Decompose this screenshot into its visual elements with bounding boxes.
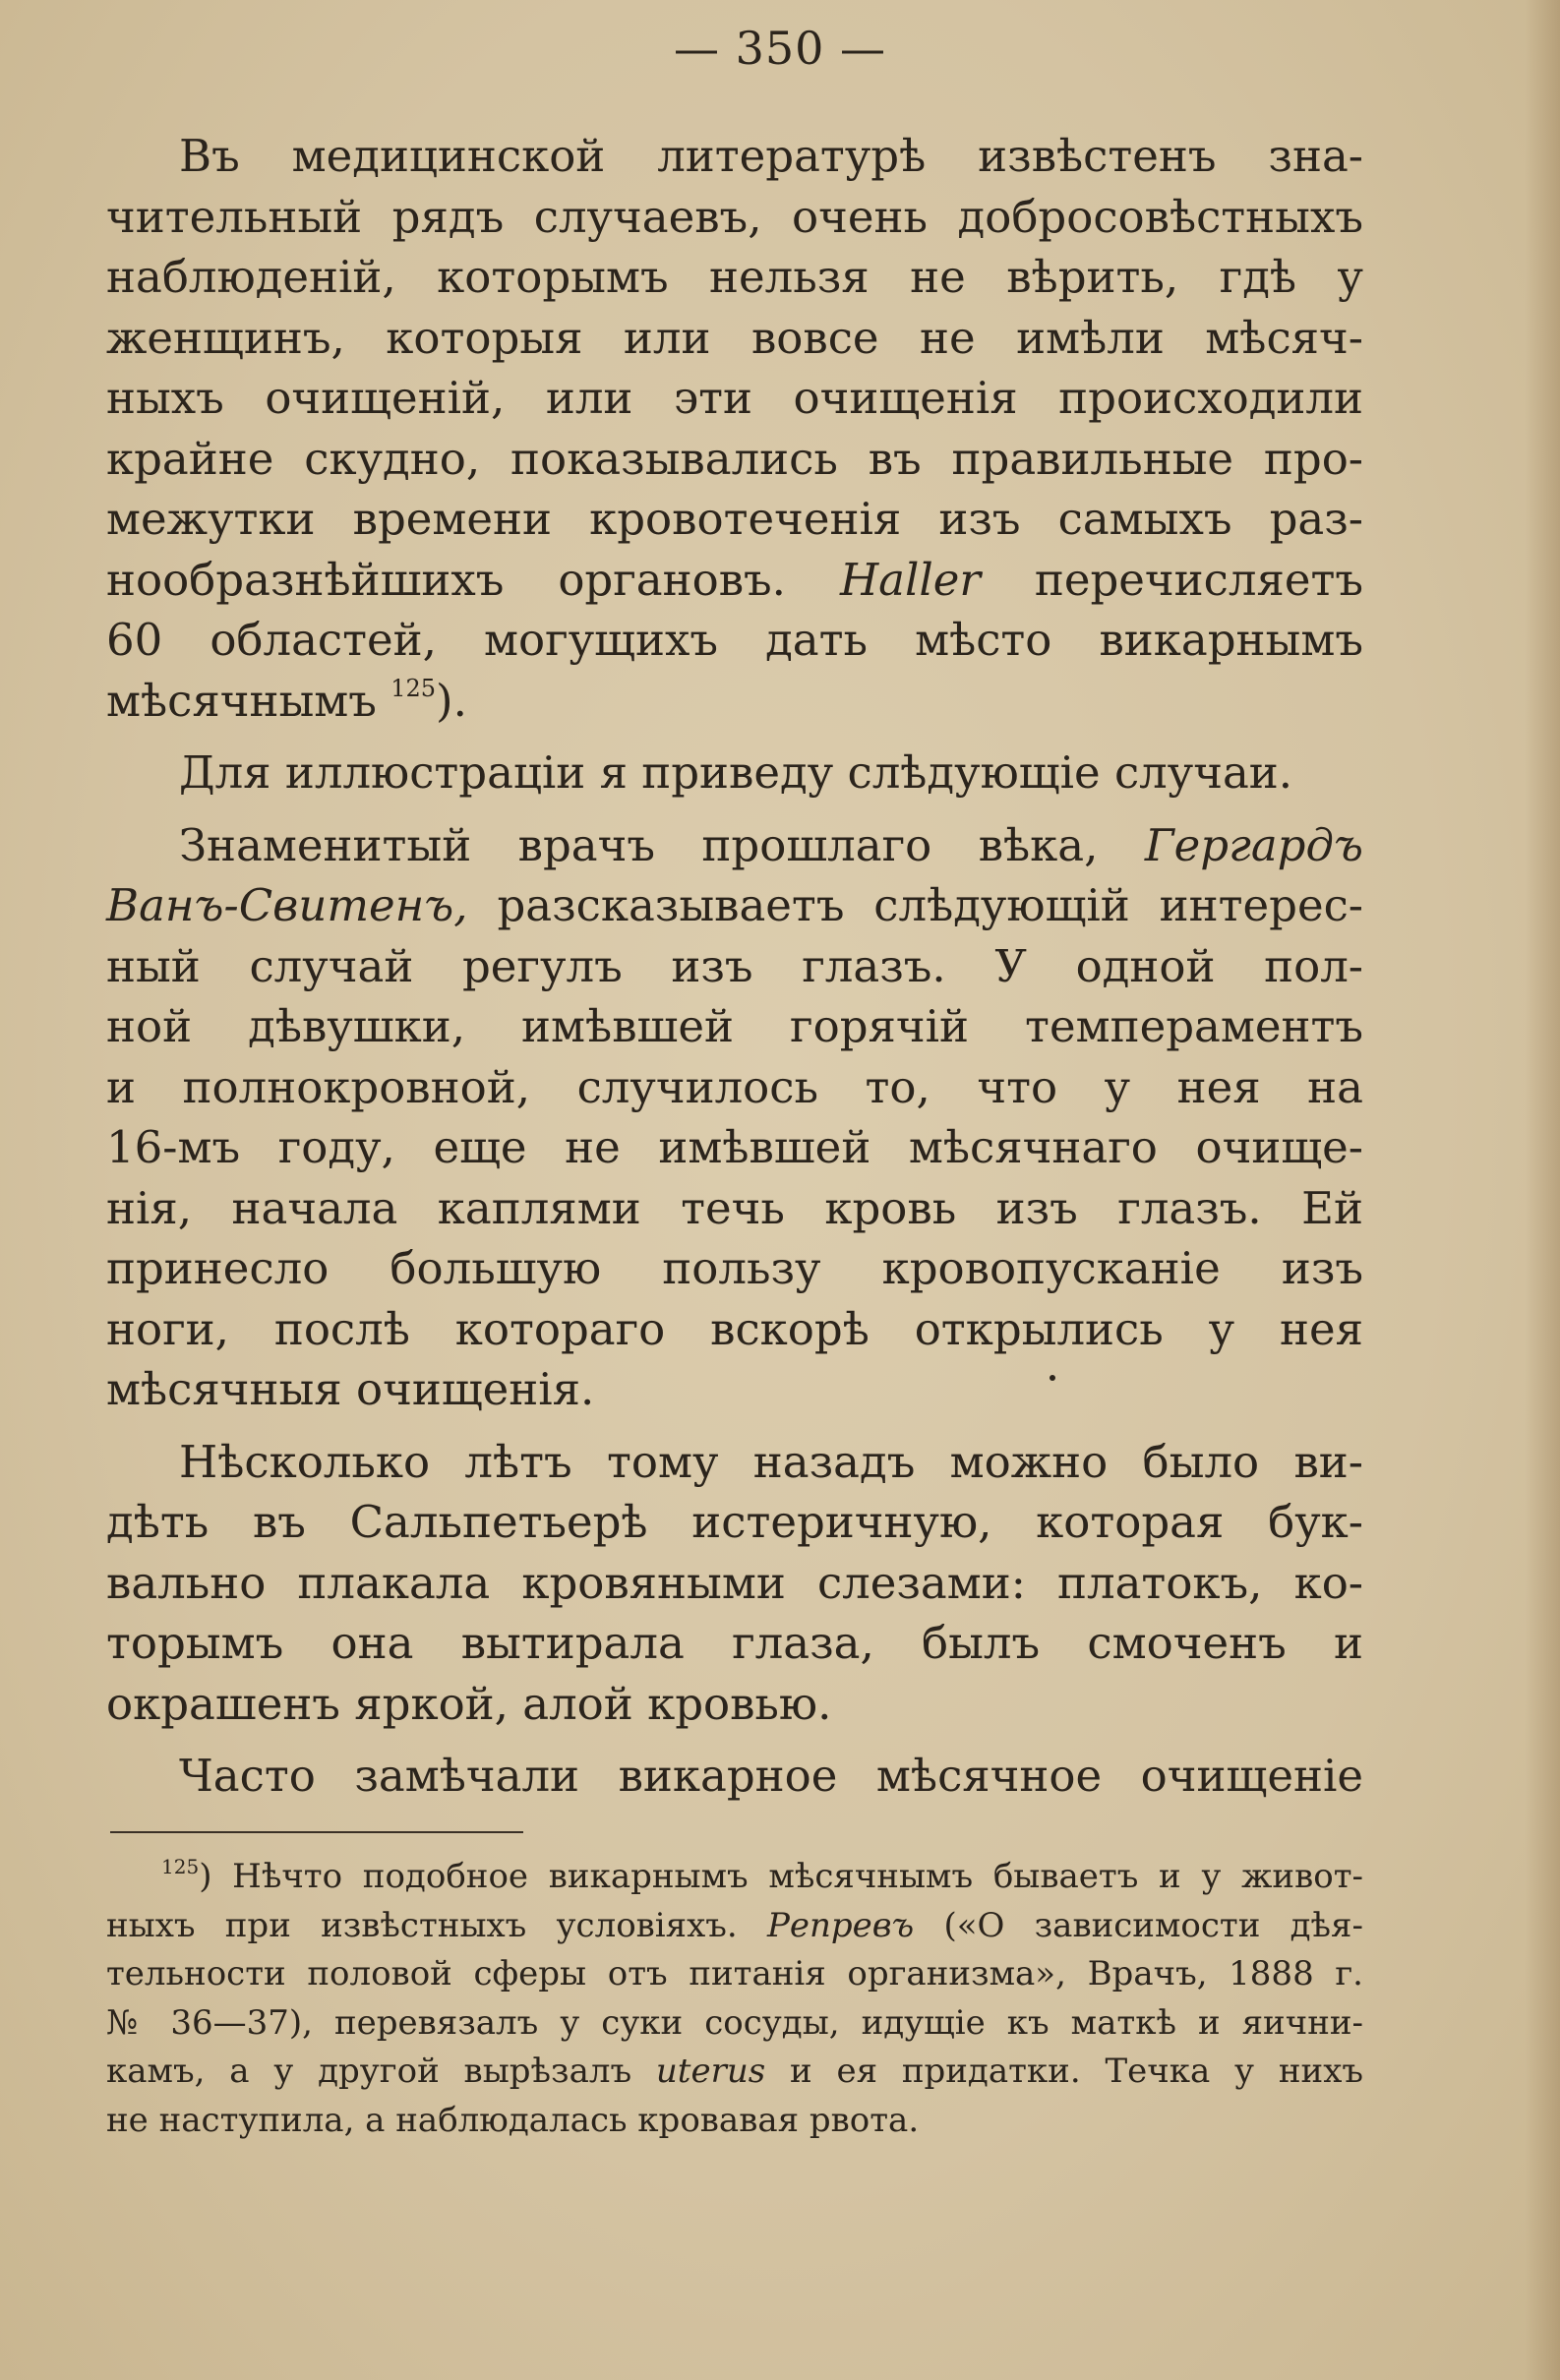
text-line <box>106 671 1363 732</box>
text-line: мѣсячныя очищенія. <box>106 1363 595 1415</box>
author-name: Гергардъ <box>1144 818 1363 871</box>
text-fragment: ). <box>436 674 467 727</box>
text-fragment: мѣсячнымъ <box>106 674 377 727</box>
text-line: дѣть въ Сальпетьерѣ истеричную, которая бук- <box>106 1496 1363 1548</box>
text-line: чительный рядъ случаевъ, очень добросовѣстныхъ <box>106 190 1363 243</box>
page-number: — 350 — <box>673 22 887 75</box>
paragraph-5 <box>106 1746 1363 1807</box>
text-line <box>106 550 1363 611</box>
footnote-line <box>106 2048 1363 2097</box>
text-fragment: перечисляетъ <box>1034 553 1364 606</box>
text-line: ныхъ очищеній, или эти очищенія происходили <box>106 372 1363 424</box>
footnote-line: № 36—37), перевязалъ у суки сосуды, идущіе къ маткѣ и яични- <box>106 2002 1363 2043</box>
text-fragment: Знаменитый врачъ прошлаго вѣка, <box>179 818 1099 871</box>
paragraph-1 <box>106 126 1363 731</box>
main-text <box>106 126 1363 1818</box>
text-line: Для иллюстраціи я приведу слѣдующіе случаи. <box>179 746 1293 799</box>
footnote-marker: 125 <box>161 1855 200 1878</box>
ink-speck <box>1050 1375 1055 1381</box>
text-line: торымъ она вытирала глаза, былъ смоченъ и <box>106 1617 1363 1669</box>
page-edge-shadow <box>1525 0 1560 2380</box>
paragraph-4 <box>106 1432 1363 1735</box>
text-fragment: ныхъ при извѣстныхъ условіяхъ. <box>106 1905 738 1945</box>
text-fragment: камъ, а у другой вырѣзалъ <box>106 2052 632 2091</box>
author-name: Репревъ <box>766 1905 915 1945</box>
footnote-line <box>106 1853 1363 1902</box>
text-line: межутки времени кровотеченія изъ самыхъ раз- <box>106 493 1363 545</box>
footnote-line: не наступила, а наблюдалась кровавая рвота. <box>106 2100 920 2140</box>
text-fragment: разсказываетъ слѣдующій интерес- <box>497 879 1363 931</box>
text-fragment: нообразнѣйшихъ органовъ. <box>106 553 786 606</box>
author-name: Ванъ-Свитенъ, <box>106 879 468 931</box>
text-line: ной дѣвушки, имѣвшей горячій темпераментъ <box>106 1000 1363 1052</box>
footnote-reference: 125 <box>390 674 437 702</box>
text-line: ноги, послѣ котораго вскорѣ открылись у нея <box>106 1302 1363 1355</box>
text-line: Часто замѣчали викарное мѣсячное очищеніе <box>179 1750 1363 1802</box>
footnote-line <box>106 1902 1363 1951</box>
text-line: Нѣсколько лѣтъ тому назадъ можно было ви- <box>179 1435 1363 1488</box>
author-name: Haller <box>839 553 981 606</box>
text-line: и полнокровной, случилось то, что у нея на <box>106 1060 1363 1113</box>
text-fragment: ) Нѣчто подобное викарнымъ мѣсячнымъ бываетъ и у живот- <box>199 1857 1363 1896</box>
text-fragment: и ея придатки. Течка у нихъ <box>789 2052 1363 2091</box>
text-fragment: («О зависимости дѣя- <box>943 1905 1363 1945</box>
footnote-line: тельности половой сферы отъ питанія организма», Врачъ, 1888 г. <box>106 1954 1363 1993</box>
text-line <box>106 875 1363 936</box>
text-line: вально плакала кровяными слезами: платокъ, ко- <box>106 1556 1363 1609</box>
paragraph-3 <box>106 815 1363 1420</box>
text-line: женщинъ, которыя или вовсе не имѣли мѣсяч- <box>106 311 1363 364</box>
text-line: Въ медицинской литературѣ извѣстенъ зна- <box>179 130 1363 182</box>
footnote <box>106 1853 1363 2145</box>
text-line: 16-мъ году, еще не имѣвшей мѣсячнаго очище- <box>106 1121 1363 1173</box>
latin-term: uterus <box>655 2052 766 2091</box>
text-line: окрашенъ яркой, алой кровью. <box>106 1677 832 1730</box>
text-line <box>106 815 1363 876</box>
footnote-divider <box>110 1831 523 1833</box>
text-line: наблюденій, которымъ нельзя не вѣрить, гдѣ у <box>106 251 1363 303</box>
text-line: ный случай регулъ изъ глазъ. У одной пол- <box>106 939 1363 992</box>
text-line: принесло большую пользу кровопусканіе изъ <box>106 1242 1363 1294</box>
text-line: 60 областей, могущихъ дать мѣсто викарнымъ <box>106 614 1363 666</box>
text-line: нія, начала каплями течь кровь изъ глазъ. Ей <box>106 1181 1363 1234</box>
paragraph-2 <box>106 743 1363 803</box>
text-line: крайне скудно, показывались въ правильные про- <box>106 432 1363 485</box>
